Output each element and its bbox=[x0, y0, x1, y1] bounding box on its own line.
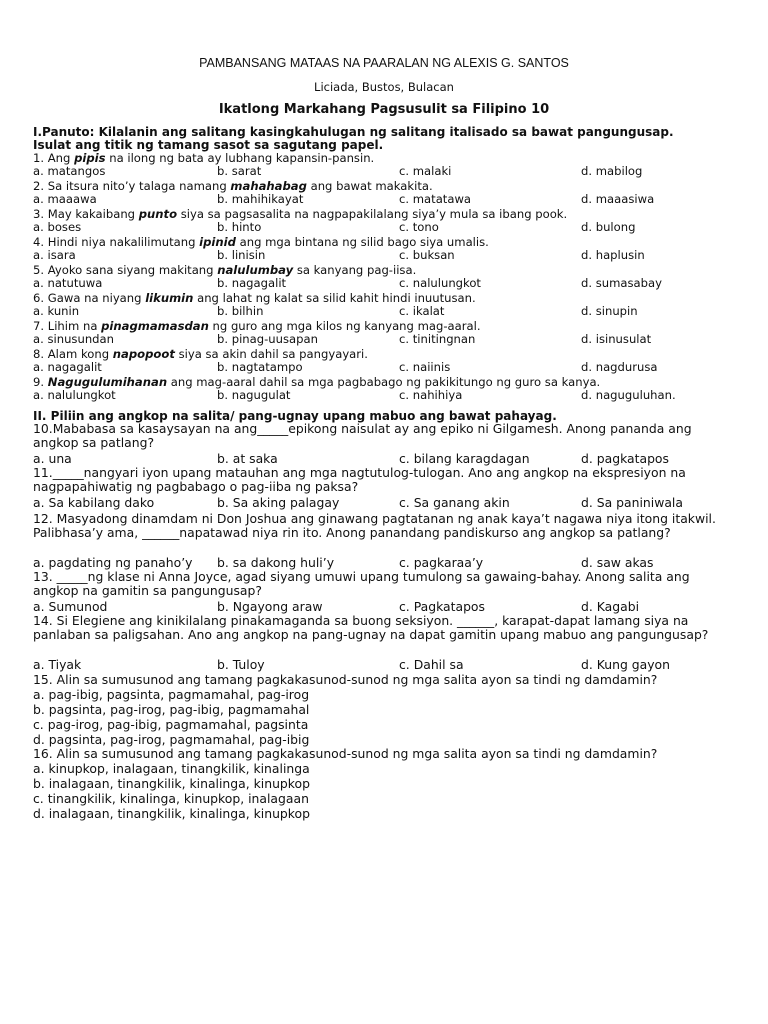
question-text: 7. Lihim na bbox=[33, 319, 102, 333]
question-16-option-a: a. kinupkop, inalagaan, tinangkilik, kinalinga bbox=[33, 761, 310, 776]
question-4-choice-a: a. isara bbox=[33, 248, 76, 262]
question-8-choice-d: d. nagdurusa bbox=[581, 360, 658, 374]
choice-c: c. Pagkatapos bbox=[399, 599, 485, 614]
question-5-choice-a: a. natutuwa bbox=[33, 276, 103, 290]
question-13: 13. _____ng klase ni Anna Joyce, agad siyang umuwi upang tumulong sa gawaing-bahay. Anong salita ang angkop na gamitin sa pangungusap? bbox=[33, 569, 690, 599]
question-16-option-c: c. tinangkilik, kinalinga, kinupkop, inalagaan bbox=[33, 791, 309, 806]
question-text: 8. Alam kong bbox=[33, 347, 113, 361]
question-4 bbox=[33, 235, 489, 249]
question-9-choice-c: c. nahihiya bbox=[399, 388, 463, 402]
question-10-choices bbox=[0, 452, 768, 466]
question-text: 6. Gawa na niyang bbox=[33, 291, 146, 305]
question-10: 10.Mababasa sa kasaysayan na ang_____epikong naisulat ay ang epiko ni Gilgamesh. Anong pananda ang angkop sa patlang? bbox=[33, 421, 692, 451]
question-8-choice-b: b. nagtatampo bbox=[217, 360, 303, 374]
choice-a: a. Sumunod bbox=[33, 599, 108, 614]
question-16-option-d: d. inalagaan, tinangkilik, kinalinga, kinupkop bbox=[33, 806, 310, 821]
choice-a: a. Tiyak bbox=[33, 657, 82, 672]
question-7-choice-b: b. pinag-uusapan bbox=[217, 332, 318, 346]
question-9-choice-d: d. naguguluhan. bbox=[581, 388, 676, 402]
question-2-choice-a: a. maaawa bbox=[33, 192, 97, 206]
choice-c: c. pagkaraa’y bbox=[399, 555, 484, 570]
question-4-choice-c: c. buksan bbox=[399, 248, 455, 262]
question-15-option-b: b. pagsinta, pag-irog, pag-ibig, pagmamahal bbox=[33, 702, 310, 717]
question-14-choices bbox=[0, 658, 768, 672]
question-7-choice-a: a. sinusundan bbox=[33, 332, 114, 346]
question-5-choice-d: d. sumasabay bbox=[581, 276, 662, 290]
question-text: 1. Ang bbox=[33, 151, 75, 165]
question-2-choice-b: b. mahihikayat bbox=[217, 192, 304, 206]
part2-instruction: II. Piliin ang angkop na salita/ pang-ugnay upang mabuo ang bawat pahayag. bbox=[33, 409, 557, 423]
choice-d: d. Sa paniniwala bbox=[581, 495, 683, 510]
question-text: siya sa pagsasalita na nagpapakilalang siya’y mula sa ibang pook. bbox=[177, 207, 568, 221]
question-9 bbox=[33, 375, 600, 389]
school-address: Liciada, Bustos, Bulacan bbox=[314, 80, 454, 94]
question-3-choice-d: d. bulong bbox=[581, 220, 636, 234]
question-text: ng guro ang mga kilos ng kanyang mag-aaral. bbox=[208, 319, 481, 333]
question-text: 9. bbox=[33, 375, 48, 389]
question-text: sa kanyang pag-iisa. bbox=[293, 263, 417, 277]
italicized-word: mahahabag bbox=[230, 179, 307, 193]
italicized-word: napopoot bbox=[112, 347, 175, 361]
question-11-choices bbox=[0, 496, 768, 510]
italicized-word: Nagugulumihanan bbox=[47, 375, 168, 389]
question-5 bbox=[33, 263, 416, 277]
question-text: ang mag-aaral dahil sa mga pagbabago ng pakikitungo ng guro sa kanya. bbox=[167, 375, 601, 389]
question-16: 16. Alin sa sumusunod ang tamang pagkakasunod-sunod ng mga salita ayon sa tindi ng damdamin? bbox=[33, 746, 658, 761]
italicized-word: pinagmamasdan bbox=[101, 319, 209, 333]
question-16-option-b: b. inalagaan, tinangkilik, kinalinga, kinupkop bbox=[33, 776, 310, 791]
question-text: ang mga bintana ng silid bago siya umalis. bbox=[235, 235, 489, 249]
choice-a: a. Sa kabilang dako bbox=[33, 495, 155, 510]
question-1-choice-d: d. mabilog bbox=[581, 164, 643, 178]
choice-b: b. sa dakong huli’y bbox=[217, 555, 335, 570]
question-7-choice-d: d. isinusulat bbox=[581, 332, 652, 346]
question-6-choice-c: c. ikalat bbox=[399, 304, 445, 318]
choice-c: c. Dahil sa bbox=[399, 657, 464, 672]
question-7-choice-c: c. tinitingnan bbox=[399, 332, 476, 346]
choice-d: d. saw akas bbox=[581, 555, 654, 570]
question-text: 4. Hindi niya nakalilimutang bbox=[33, 235, 200, 249]
question-5-choice-c: c. nalulungkot bbox=[399, 276, 481, 290]
choice-b: b. at saka bbox=[217, 451, 278, 466]
question-1-choice-c: c. malaki bbox=[399, 164, 452, 178]
question-text: ang lahat ng kalat sa silid kahit hindi inuutusan. bbox=[193, 291, 476, 305]
question-text: 3. May kakaibang bbox=[33, 207, 139, 221]
question-3 bbox=[33, 207, 567, 221]
question-text: siya sa akin dahil sa pangyayari. bbox=[174, 347, 368, 361]
question-3-choice-b: b. hinto bbox=[217, 220, 262, 234]
italicized-word: nalulumbay bbox=[217, 263, 294, 277]
question-8-choice-c: c. naiinis bbox=[399, 360, 451, 374]
question-8-choice-a: a. nagagalit bbox=[33, 360, 102, 374]
question-text: na ilong ng bata ay lubhang kapansin-pansin. bbox=[105, 151, 375, 165]
question-1 bbox=[33, 151, 374, 165]
question-8 bbox=[33, 347, 368, 361]
italicized-word: likumin bbox=[145, 291, 194, 305]
question-2-choice-d: d. maaasiwa bbox=[581, 192, 655, 206]
choice-d: d. Kagabi bbox=[581, 599, 640, 614]
choice-a: a. pagdating ng panaho’y bbox=[33, 555, 193, 570]
choice-b: b. Sa aking palagay bbox=[217, 495, 340, 510]
choice-c: c. Sa ganang akin bbox=[399, 495, 510, 510]
question-6-choice-a: a. kunin bbox=[33, 304, 80, 318]
question-12: 12. Masyadong dinamdam ni Don Joshua ang ginawang pagtatanan ng anak kaya’t nagawa niya itong itakwil. Palibhasa’y ama, ______napatawad niya rin ito. Anong panandang pandiskurso ang angkop sa patlang? bbox=[33, 511, 716, 541]
question-3-choice-c: c. tono bbox=[399, 220, 439, 234]
part1-instruction-line2: Isulat ang titik ng tamang sasot sa sagutang papel. bbox=[33, 138, 384, 152]
exam-title: Ikatlong Markahang Pagsusulit sa Filipino 10 bbox=[218, 102, 550, 117]
question-13-choices bbox=[0, 600, 768, 614]
italicized-word: pipis bbox=[74, 151, 106, 165]
school-name: PAMBANSANG MATAAS NA PAARALAN NG ALEXIS G. SANTOS bbox=[199, 56, 569, 70]
question-text: 2. Sa itsura nito’y talaga namang bbox=[33, 179, 231, 193]
question-9-choice-a: a. nalulungkot bbox=[33, 388, 116, 402]
question-14: 14. Si Elegiene ang kinikilalang pinakamaganda sa buong seksiyon. ______, karapat-dapat lamang siya na panlaban sa paligsahan. Ano ang angkop na pang-ugnay na dapat gamitin upang mabuo ang pangungusap? bbox=[33, 613, 709, 643]
italicized-word: ipinid bbox=[199, 235, 236, 249]
question-6-choice-b: b. bilhin bbox=[217, 304, 264, 318]
question-7 bbox=[33, 319, 481, 333]
question-4-choice-d: d. haplusin bbox=[581, 248, 645, 262]
question-15: 15. Alin sa sumusunod ang tamang pagkakasunod-sunod ng mga salita ayon sa tindi ng damdamin? bbox=[33, 672, 658, 687]
choice-b: b. Ngayong araw bbox=[217, 599, 323, 614]
italicized-word: punto bbox=[138, 207, 178, 221]
question-1-choice-b: b. sarat bbox=[217, 164, 262, 178]
question-6-choice-d: d. sinupin bbox=[581, 304, 638, 318]
question-3-choice-a: a. boses bbox=[33, 220, 82, 234]
question-text: ang bawat makakita. bbox=[306, 179, 433, 193]
question-15-option-d: d. pagsinta, pag-irog, pagmamahal, pag-ibig bbox=[33, 732, 310, 747]
question-2-choice-c: c. matatawa bbox=[399, 192, 472, 206]
choice-a: a. una bbox=[33, 451, 72, 466]
question-12-choices bbox=[0, 556, 768, 570]
part1-instruction-line1: I.Panuto: Kilalanin ang salitang kasingkahulugan ng salitang italisado sa bawat pangungusap. bbox=[33, 125, 674, 139]
question-4-choice-b: b. linisin bbox=[217, 248, 266, 262]
question-6 bbox=[33, 291, 476, 305]
question-15-option-c: c. pag-irog, pag-ibig, pagmamahal, pagsinta bbox=[33, 717, 309, 732]
question-text: 5. Ayoko sana siyang makitang bbox=[33, 263, 218, 277]
question-15-option-a: a. pag-ibig, pagsinta, pagmamahal, pag-irog bbox=[33, 687, 310, 702]
question-1-choice-a: a. matangos bbox=[33, 164, 106, 178]
question-9-choice-b: b. nagugulat bbox=[217, 388, 291, 402]
question-2 bbox=[33, 179, 433, 193]
question-5-choice-b: b. nagagalit bbox=[217, 276, 287, 290]
choice-d: d. Kung gayon bbox=[581, 657, 670, 672]
question-11: 11._____nangyari iyon upang matauhan ang mga nagtutulog-tulogan. Ano ang angkop na ekspresiyon na nagpapahiwatig ng pagbabago o pag-iiba ng paksa? bbox=[33, 465, 686, 495]
choice-c: c. bilang karagdagan bbox=[399, 451, 530, 466]
choice-d: d. pagkatapos bbox=[581, 451, 669, 466]
choice-b: b. Tuloy bbox=[217, 657, 265, 672]
